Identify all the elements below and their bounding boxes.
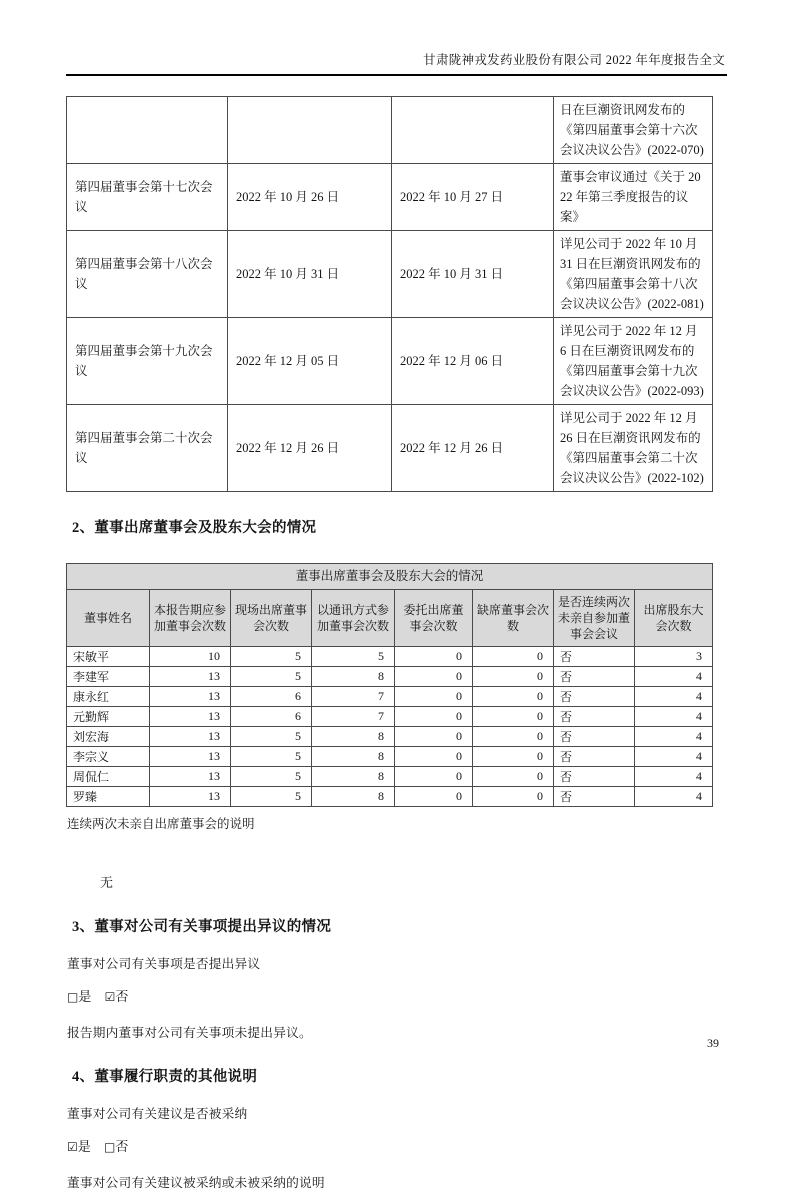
table-cell: 2022 年 10 月 31 日 <box>392 231 554 318</box>
table-cell: 康永红 <box>67 687 150 707</box>
attendance-table <box>66 563 713 807</box>
table-cell: 否 <box>554 687 635 707</box>
table-row <box>67 164 713 231</box>
table-row <box>67 687 713 707</box>
table-cell: 否 <box>554 787 635 807</box>
table-cell: 第四届董事会第十八次会议 <box>67 231 228 318</box>
table-cell: 5 <box>231 667 312 687</box>
col-header-in-person: 现场出席董事会次数 <box>231 589 312 647</box>
table-cell: 13 <box>150 707 231 727</box>
table-cell: 详见公司于 2022 年 10 月 31 日在巨潮资讯网发布的《第四届董事会第十八次会议决议公告》(2022-081) <box>554 231 713 318</box>
table-cell <box>392 97 554 164</box>
attendance-table-title-row <box>67 564 713 590</box>
table-row <box>67 97 713 164</box>
table-cell: 0 <box>473 747 554 767</box>
option-no-label: 否 <box>115 1139 129 1155</box>
table-cell: 宋敏平 <box>67 647 150 667</box>
table-cell: 0 <box>473 667 554 687</box>
table-row <box>67 707 713 727</box>
table-cell: 否 <box>554 647 635 667</box>
col-header-director-name: 董事姓名 <box>67 589 150 647</box>
table-cell: 0 <box>473 707 554 727</box>
table-cell: 0 <box>395 707 473 727</box>
table-cell: 4 <box>635 727 713 747</box>
table-cell: 第四届董事会第二十次会议 <box>67 405 228 492</box>
table-cell: 0 <box>473 767 554 787</box>
section-4-option-no <box>104 1139 128 1154</box>
table-cell: 4 <box>635 747 713 767</box>
report-title: 甘肃陇神戎发药业股份有限公司 2022 年年度报告全文 <box>423 53 725 67</box>
table-cell: 周侃仁 <box>67 767 150 787</box>
table-cell: 否 <box>554 667 635 687</box>
table-cell: 2022 年 10 月 27 日 <box>392 164 554 231</box>
table-cell: 否 <box>554 707 635 727</box>
table-cell: 2022 年 12 月 05 日 <box>228 318 392 405</box>
table-row <box>67 767 713 787</box>
board-meetings-table-body <box>67 97 713 492</box>
table-cell: 6 <box>231 707 312 727</box>
table-row <box>67 231 713 318</box>
table-cell: 4 <box>635 667 713 687</box>
section-4-question: 董事对公司有关建议是否被采纳 <box>67 1107 248 1122</box>
table-cell: 4 <box>635 787 713 807</box>
section-3-question: 董事对公司有关事项是否提出异议 <box>67 957 261 972</box>
table-cell: 0 <box>395 767 473 787</box>
table-cell: 0 <box>473 787 554 807</box>
table-cell: 4 <box>635 767 713 787</box>
table-cell: 刘宏海 <box>67 727 150 747</box>
table-row <box>67 405 713 492</box>
table-cell: 8 <box>312 767 395 787</box>
option-yes-label: 是 <box>78 989 92 1005</box>
table-cell: 8 <box>312 727 395 747</box>
table-row <box>67 318 713 405</box>
table-cell: 0 <box>395 727 473 747</box>
table-cell: 董事会审议通过《关于 2022 年第三季度报告的议案》 <box>554 164 713 231</box>
section-3-note: 报告期内董事对公司有关事项未提出异议。 <box>67 1026 312 1041</box>
table-cell: 2022 年 12 月 26 日 <box>228 405 392 492</box>
attendance-table-header-row <box>67 589 713 647</box>
table-cell: 0 <box>473 727 554 747</box>
table-row <box>67 747 713 767</box>
col-header-two-consecutive-absences: 是否连续两次未亲自参加董事会会议 <box>554 589 635 647</box>
table-cell: 6 <box>231 687 312 707</box>
option-no-label: 否 <box>115 989 129 1005</box>
table-cell: 0 <box>473 647 554 667</box>
table-cell: 0 <box>395 667 473 687</box>
table-cell: 10 <box>150 647 231 667</box>
table-cell: 7 <box>312 687 395 707</box>
consecutive-absence-note-label: 连续两次未亲自出席董事会的说明 <box>67 817 255 832</box>
table-cell: 2022 年 10 月 26 日 <box>228 164 392 231</box>
section-4-option-yes <box>67 1139 91 1154</box>
table-cell: 4 <box>635 707 713 727</box>
section-3-option-yes <box>67 989 91 1004</box>
table-cell: 0 <box>395 747 473 767</box>
table-row <box>67 647 713 667</box>
board-meetings-table <box>66 96 713 492</box>
table-cell: 否 <box>554 767 635 787</box>
section-4-note: 董事对公司有关建议被采纳或未被采纳的说明 <box>67 1176 325 1191</box>
checkbox-unchecked-icon: □ <box>104 1140 116 1155</box>
table-cell: 13 <box>150 787 231 807</box>
table-cell <box>67 97 228 164</box>
table-cell: 李宗义 <box>67 747 150 767</box>
col-header-shareholder-meetings: 出席股东大会次数 <box>635 589 713 647</box>
section-3-heading: 3、董事对公司有关事项提出异议的情况 <box>72 919 332 936</box>
section-4-heading: 4、董事履行职责的其他说明 <box>72 1069 258 1086</box>
table-cell: 13 <box>150 687 231 707</box>
section-3-option-no <box>105 989 129 1004</box>
table-cell: 7 <box>312 707 395 727</box>
table-cell: 5 <box>231 747 312 767</box>
table-cell: 8 <box>312 787 395 807</box>
table-cell: 元勤辉 <box>67 707 150 727</box>
table-cell: 2022 年 12 月 26 日 <box>392 405 554 492</box>
section-2-heading: 2、董事出席董事会及股东大会的情况 <box>72 520 317 536</box>
col-header-by-communication: 以通讯方式参加董事会次数 <box>312 589 395 647</box>
table-cell: 罗臻 <box>67 787 150 807</box>
table-cell: 日在巨潮资讯网发布的《第四届董事会第十六次会议决议公告》(2022-070) <box>554 97 713 164</box>
col-header-required-meetings: 本报告期应参加董事会次数 <box>150 589 231 647</box>
table-cell: 4 <box>635 687 713 707</box>
table-cell: 0 <box>473 687 554 707</box>
table-cell: 5 <box>231 647 312 667</box>
section-3-checkbox-line <box>67 986 727 1005</box>
table-row <box>67 787 713 807</box>
table-cell: 2022 年 10 月 31 日 <box>228 231 392 318</box>
table-cell: 5 <box>231 767 312 787</box>
col-header-absent: 缺席董事会次数 <box>473 589 554 647</box>
section-4-checkbox-line <box>67 1136 727 1155</box>
table-cell: 0 <box>395 687 473 707</box>
checkbox-checked-icon: ☑ <box>104 990 116 1005</box>
checkbox-unchecked-icon: □ <box>67 990 79 1005</box>
consecutive-absence-note-value: 无 <box>100 875 114 891</box>
table-cell: 第四届董事会第十七次会议 <box>67 164 228 231</box>
table-cell: 详见公司于 2022 年 12 月 26 日在巨潮资讯网发布的《第四届董事会第二十次会议决议公告》(2022-102) <box>554 405 713 492</box>
table-row <box>67 667 713 687</box>
table-cell: 第四届董事会第十九次会议 <box>67 318 228 405</box>
table-cell: 13 <box>150 747 231 767</box>
page-header <box>66 0 727 76</box>
table-cell: 2022 年 12 月 06 日 <box>392 318 554 405</box>
table-cell: 13 <box>150 667 231 687</box>
attendance-table-body <box>67 647 713 807</box>
table-cell: 否 <box>554 727 635 747</box>
table-row <box>67 727 713 747</box>
table-cell: 李建军 <box>67 667 150 687</box>
col-header-by-proxy: 委托出席董事会次数 <box>395 589 473 647</box>
option-yes-label: 是 <box>77 1139 91 1155</box>
table-cell: 8 <box>312 667 395 687</box>
table-cell: 否 <box>554 747 635 767</box>
table-cell <box>228 97 392 164</box>
table-cell: 0 <box>395 647 473 667</box>
page-number: 39 <box>707 1036 719 1050</box>
attendance-table-title: 董事出席董事会及股东大会的情况 <box>67 564 713 590</box>
table-cell: 5 <box>231 727 312 747</box>
table-cell: 5 <box>312 647 395 667</box>
table-cell: 13 <box>150 727 231 747</box>
checkbox-checked-icon: ☑ <box>67 1140 78 1155</box>
table-cell: 0 <box>395 787 473 807</box>
table-cell: 13 <box>150 767 231 787</box>
table-cell: 3 <box>635 647 713 667</box>
table-cell: 5 <box>231 787 312 807</box>
table-cell: 8 <box>312 747 395 767</box>
table-cell: 详见公司于 2022 年 12 月 6 日在巨潮资讯网发布的《第四届董事会第十九次会议决议公告》(2022-093) <box>554 318 713 405</box>
